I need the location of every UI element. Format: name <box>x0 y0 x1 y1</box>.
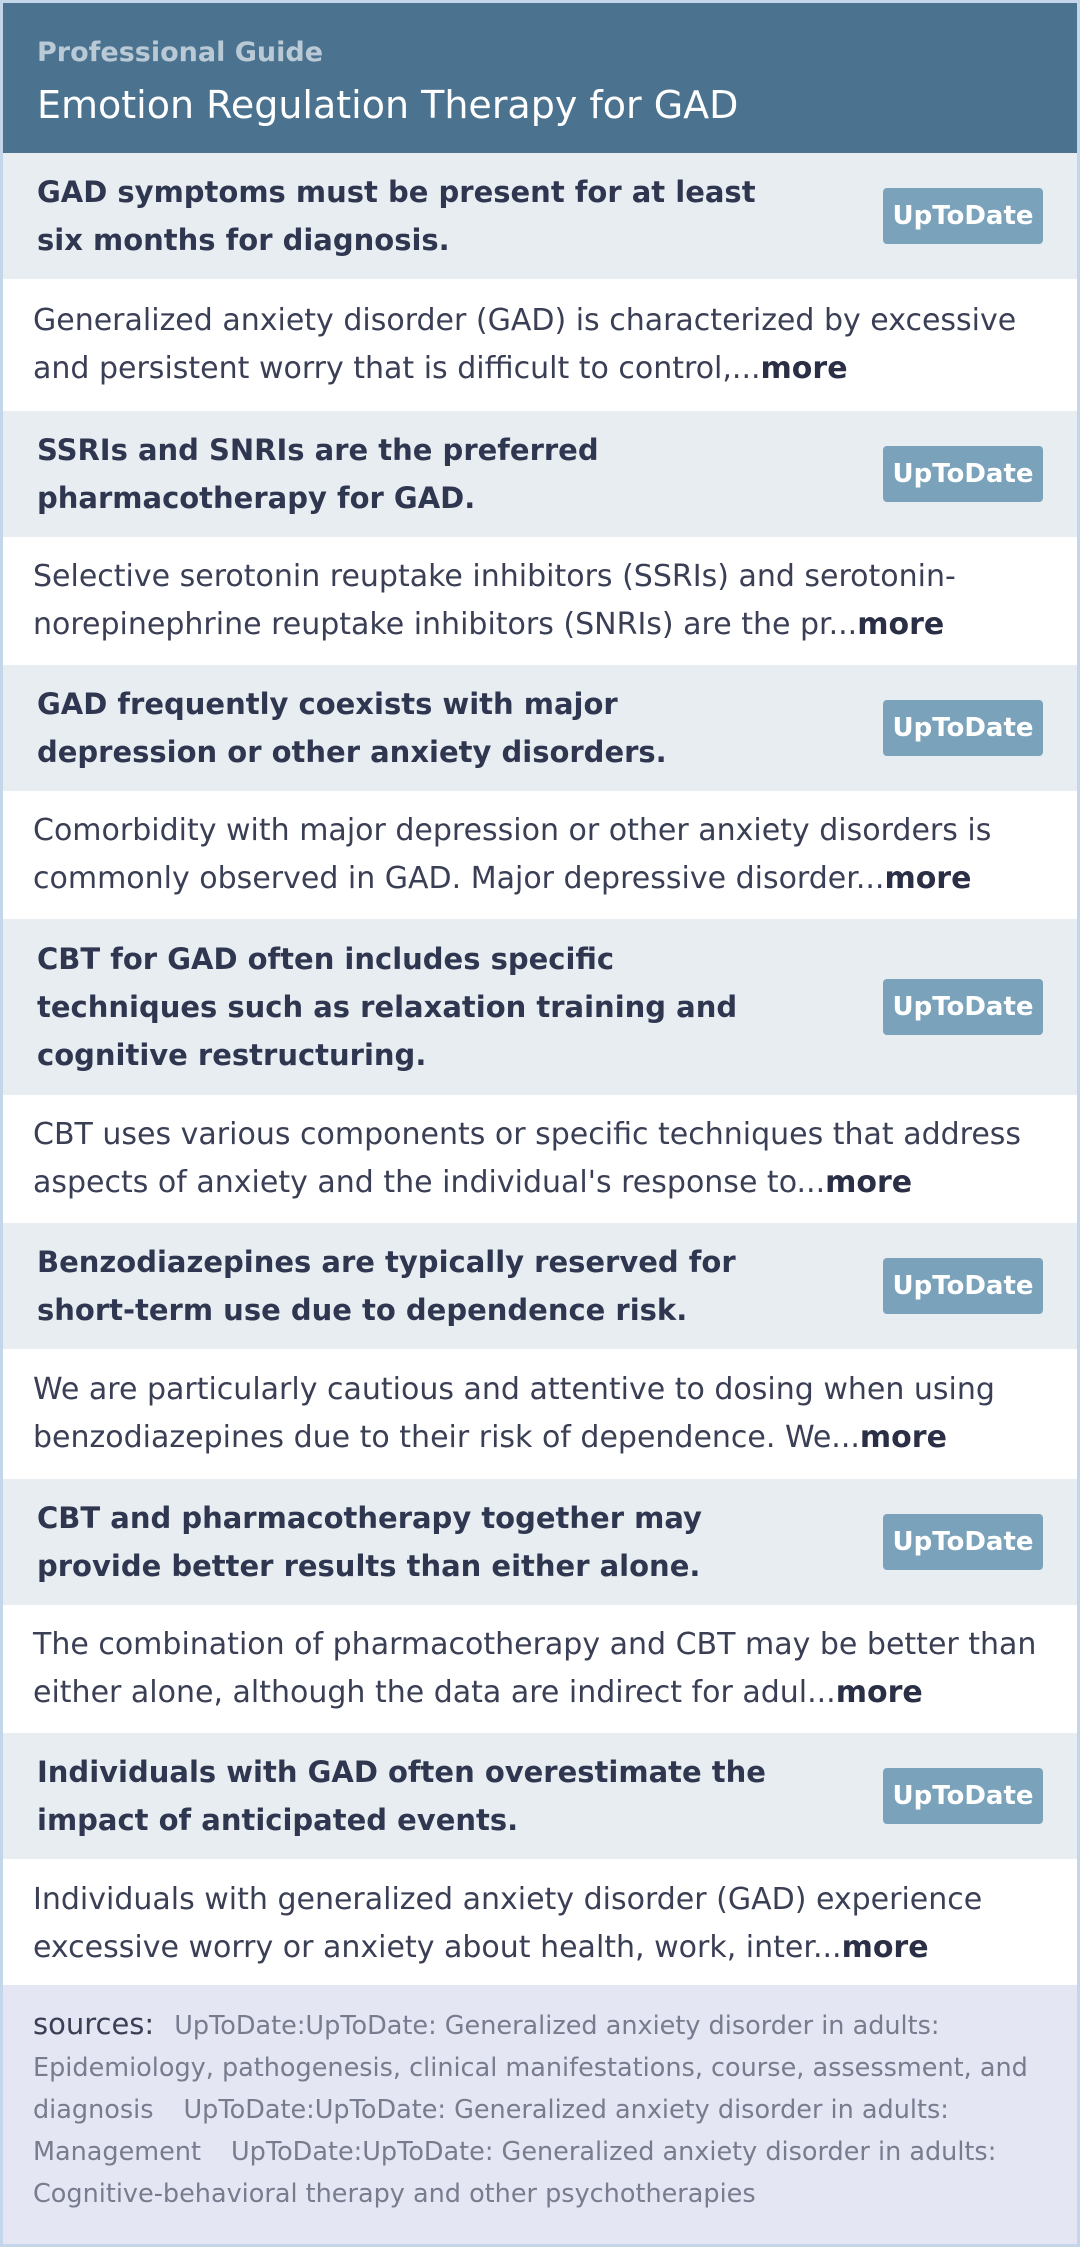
claim-text: CBT and pharmacotherapy together may provide better results than either alone. <box>37 1501 702 1583</box>
claim-row <box>3 411 1077 537</box>
detail-row <box>3 279 1077 411</box>
claim-row <box>3 1223 1077 1349</box>
detail-text <box>33 1111 1047 1207</box>
claim-row <box>3 919 1077 1095</box>
detail-text <box>33 1876 1047 1972</box>
source-link[interactable]: UpToDate:UpToDate: Generalized anxiety disorder in adults: Epidemiology, pathogenesis, clinical manifestations, course, assessment, and diagnosis <box>33 2011 1028 2125</box>
more-link[interactable]: more <box>884 861 972 896</box>
detail-snippet: CBT uses various components or specific techniques that address aspects of anxiety and the individual's response to... <box>33 1117 1022 1200</box>
claim-text: Benzodiazepines are typically reserved for short-term use due to dependence risk. <box>37 1245 736 1327</box>
detail-snippet: Individuals with generalized anxiety disorder (GAD) experience excessive worry or anxiety about health, work, inter... <box>33 1882 983 1965</box>
more-link[interactable]: more <box>859 1420 947 1455</box>
claim-text: SSRIs and SNRIs are the preferred pharmacotherapy for GAD. <box>37 433 599 515</box>
claim-row <box>3 153 1077 279</box>
detail-text <box>33 807 1047 903</box>
uptodate-button[interactable]: UpToDate <box>883 979 1043 1035</box>
claim-row <box>3 1733 1077 1859</box>
guide-eyebrow: Professional Guide <box>37 37 324 68</box>
detail-snippet: Selective serotonin reuptake inhibitors (SSRIs) and serotonin-norepinephrine reuptake inhibitors (SNRIs) are the pr... <box>33 559 956 642</box>
uptodate-button[interactable]: UpToDate <box>883 1258 1043 1314</box>
detail-row <box>3 791 1077 919</box>
source-link[interactable]: UpToDate:UpToDate: Generalized anxiety disorder in adults: Cognitive-behavioral therapy and other psychotherapies <box>33 2137 997 2209</box>
detail-snippet: Comorbidity with major depression or other anxiety disorders is commonly observed in GAD. Major depressive disorder... <box>33 813 992 896</box>
detail-row <box>3 1859 1077 1989</box>
detail-text <box>33 297 1047 393</box>
detail-row <box>3 1349 1077 1479</box>
guide-header <box>3 3 1077 153</box>
more-link[interactable]: more <box>835 1675 923 1710</box>
detail-snippet: Generalized anxiety disorder (GAD) is characterized by excessive and persistent worry that is difficult to control,... <box>33 303 1017 386</box>
uptodate-button[interactable]: UpToDate <box>883 1514 1043 1570</box>
claim-row <box>3 665 1077 791</box>
claim-text: CBT for GAD often includes specific techniques such as relaxation training and cognitive restructuring. <box>37 942 738 1072</box>
detail-row <box>3 537 1077 665</box>
more-link[interactable]: more <box>825 1165 913 1200</box>
claim-text: Individuals with GAD often overestimate the impact of anticipated events. <box>37 1755 766 1837</box>
detail-text <box>33 1366 1047 1462</box>
claim-text: GAD frequently coexists with major depression or other anxiety disorders. <box>37 687 667 769</box>
detail-row <box>3 1095 1077 1223</box>
detail-text <box>33 1621 1047 1717</box>
source-link[interactable]: UpToDate:UpToDate: Generalized anxiety disorder in adults: Management <box>33 2095 949 2167</box>
more-link[interactable]: more <box>841 1930 929 1965</box>
more-link[interactable]: more <box>760 351 848 386</box>
guide-title: Emotion Regulation Therapy for GAD <box>37 83 739 127</box>
detail-snippet: We are particularly cautious and attentive to dosing when using benzodiazepines due to their risk of dependence. We... <box>33 1372 995 1455</box>
uptodate-button[interactable]: UpToDate <box>883 1768 1043 1824</box>
sources-panel <box>3 1985 1077 2244</box>
more-link[interactable]: more <box>857 607 945 642</box>
detail-text <box>33 553 1047 649</box>
claim-row <box>3 1479 1077 1605</box>
detail-snippet: The combination of pharmacotherapy and CBT may be better than either alone, although the data are indirect for adul... <box>33 1627 1037 1710</box>
claim-text: GAD symptoms must be present for at least six months for diagnosis. <box>37 175 756 257</box>
uptodate-button[interactable]: UpToDate <box>883 700 1043 756</box>
sources-label: sources: <box>33 2007 155 2041</box>
uptodate-button[interactable]: UpToDate <box>883 188 1043 244</box>
detail-row <box>3 1605 1077 1733</box>
uptodate-button[interactable]: UpToDate <box>883 446 1043 502</box>
